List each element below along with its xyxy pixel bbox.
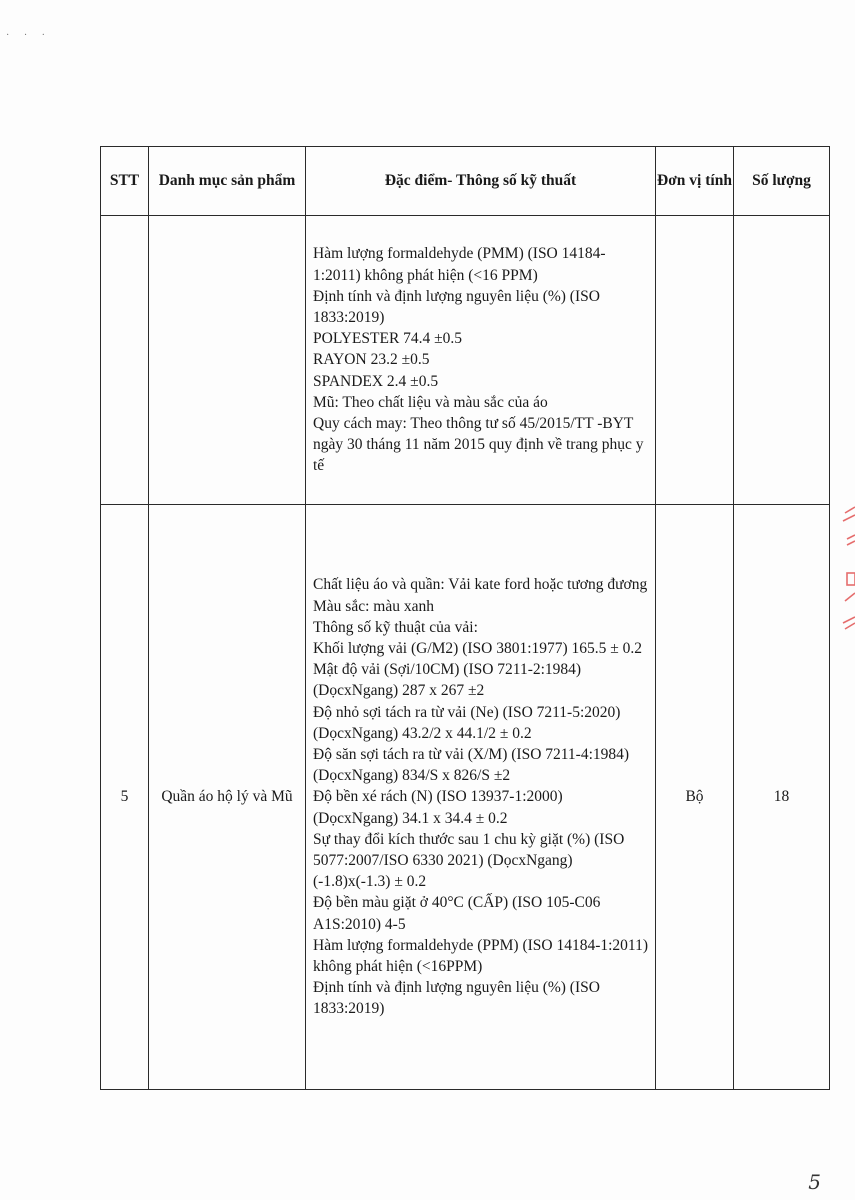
spec-line: Định tính và định lượng nguyên liệu (%) (ISO 1833:2019) — [313, 287, 600, 326]
cell-quantity: 18 — [734, 505, 830, 1090]
spec-line: Khối lượng vải (G/M2) (ISO 3801:1977) 165.5 ± 0.2 — [313, 639, 643, 657]
cell-unit — [656, 216, 734, 505]
cell-unit: Bộ — [656, 505, 734, 1090]
spec-line: SPANDEX 2.4 ±0.5 — [313, 372, 439, 390]
spec-line: Độ săn sợi tách ra từ vải (X/M) (ISO 7211-4:1984) (DọcxNgang) 834/S x 826/S ±2 — [313, 745, 630, 785]
header-product-category: Danh mục sản phẩm — [149, 147, 306, 216]
spec-line: Sự thay đổi kích thước sau 1 chu kỳ giặt (%) (ISO 5077:2007/ISO 6330 2021) (DọcxNgang) (-1.8)x(-1.3) ± 0.2 — [313, 830, 625, 891]
spec-line: Quy cách may: Theo thông tư số 45/2015/TT -BYT ngày 30 tháng 11 năm 2015 quy định về trang phục y tế — [313, 415, 644, 475]
header-stt: STT — [101, 147, 149, 216]
page-number: 5 — [808, 1170, 821, 1194]
header-specification: Đặc điểm- Thông số kỹ thuất — [306, 147, 656, 216]
table-row — [101, 216, 830, 505]
spec-line: Hàm lượng formaldehyde (PMM) (ISO 14184-1:2011) không phát hiện (<16 PPM) — [313, 245, 606, 284]
stamp-fragment-icon — [835, 505, 855, 645]
spec-line: RAYON 23.2 ±0.5 — [313, 351, 430, 369]
header-unit: Đơn vị tính — [656, 147, 734, 216]
cell-specification — [306, 505, 656, 1090]
spec-line: Định tính và định lượng nguyên liệu (%) (ISO 1833:2019) — [313, 979, 600, 1018]
spec-line: Mật độ vải (Sợi/10CM) (ISO 7211-2:1984) (DọcxNgang) 287 x 267 ±2 — [313, 661, 582, 700]
specification-table — [100, 146, 830, 1090]
cell-quantity — [734, 216, 830, 505]
cell-specification — [306, 216, 656, 505]
spec-line: Hàm lượng formaldehyde (PPM) (ISO 14184-1:2011) không phát hiện (<16PPM) — [313, 936, 649, 976]
spec-line: Mũ: Theo chất liệu và màu sắc của áo — [313, 393, 548, 411]
spec-line: Chất liệu áo và quần: Vải kate ford hoặc tương đương — [313, 576, 648, 594]
cell-stt: 5 — [101, 505, 149, 1090]
header-quantity: Số lượng — [734, 147, 830, 216]
spec-line: Thông số kỹ thuật của vải: — [313, 618, 478, 636]
spec-line: Độ nhỏ sợi tách ra từ vải (Ne) (ISO 7211-5:2020) (DọcxNgang) 43.2/2 x 44.1/2 ± 0.2 — [313, 703, 621, 742]
cell-product-name — [149, 216, 306, 505]
spec-line: POLYESTER 74.4 ±0.5 — [313, 330, 463, 348]
table-header — [101, 147, 830, 216]
spec-line: Độ bền màu giặt ở 40°C (CẤP) (ISO 105-C06 A1S:2010) 4-5 — [313, 894, 601, 933]
cell-product-name: Quần áo hộ lý và Mũ — [149, 505, 306, 1090]
cell-stt — [101, 216, 149, 505]
spec-line: Màu sắc: màu xanh — [313, 597, 434, 615]
table-row — [101, 505, 830, 1090]
header-row — [101, 147, 830, 216]
spec-line: Độ bền xé rách (N) (ISO 13937-1:2000) (DọcxNgang) 34.1 x 34.4 ± 0.2 — [313, 788, 563, 827]
scan-specks: · · · — [6, 30, 51, 41]
